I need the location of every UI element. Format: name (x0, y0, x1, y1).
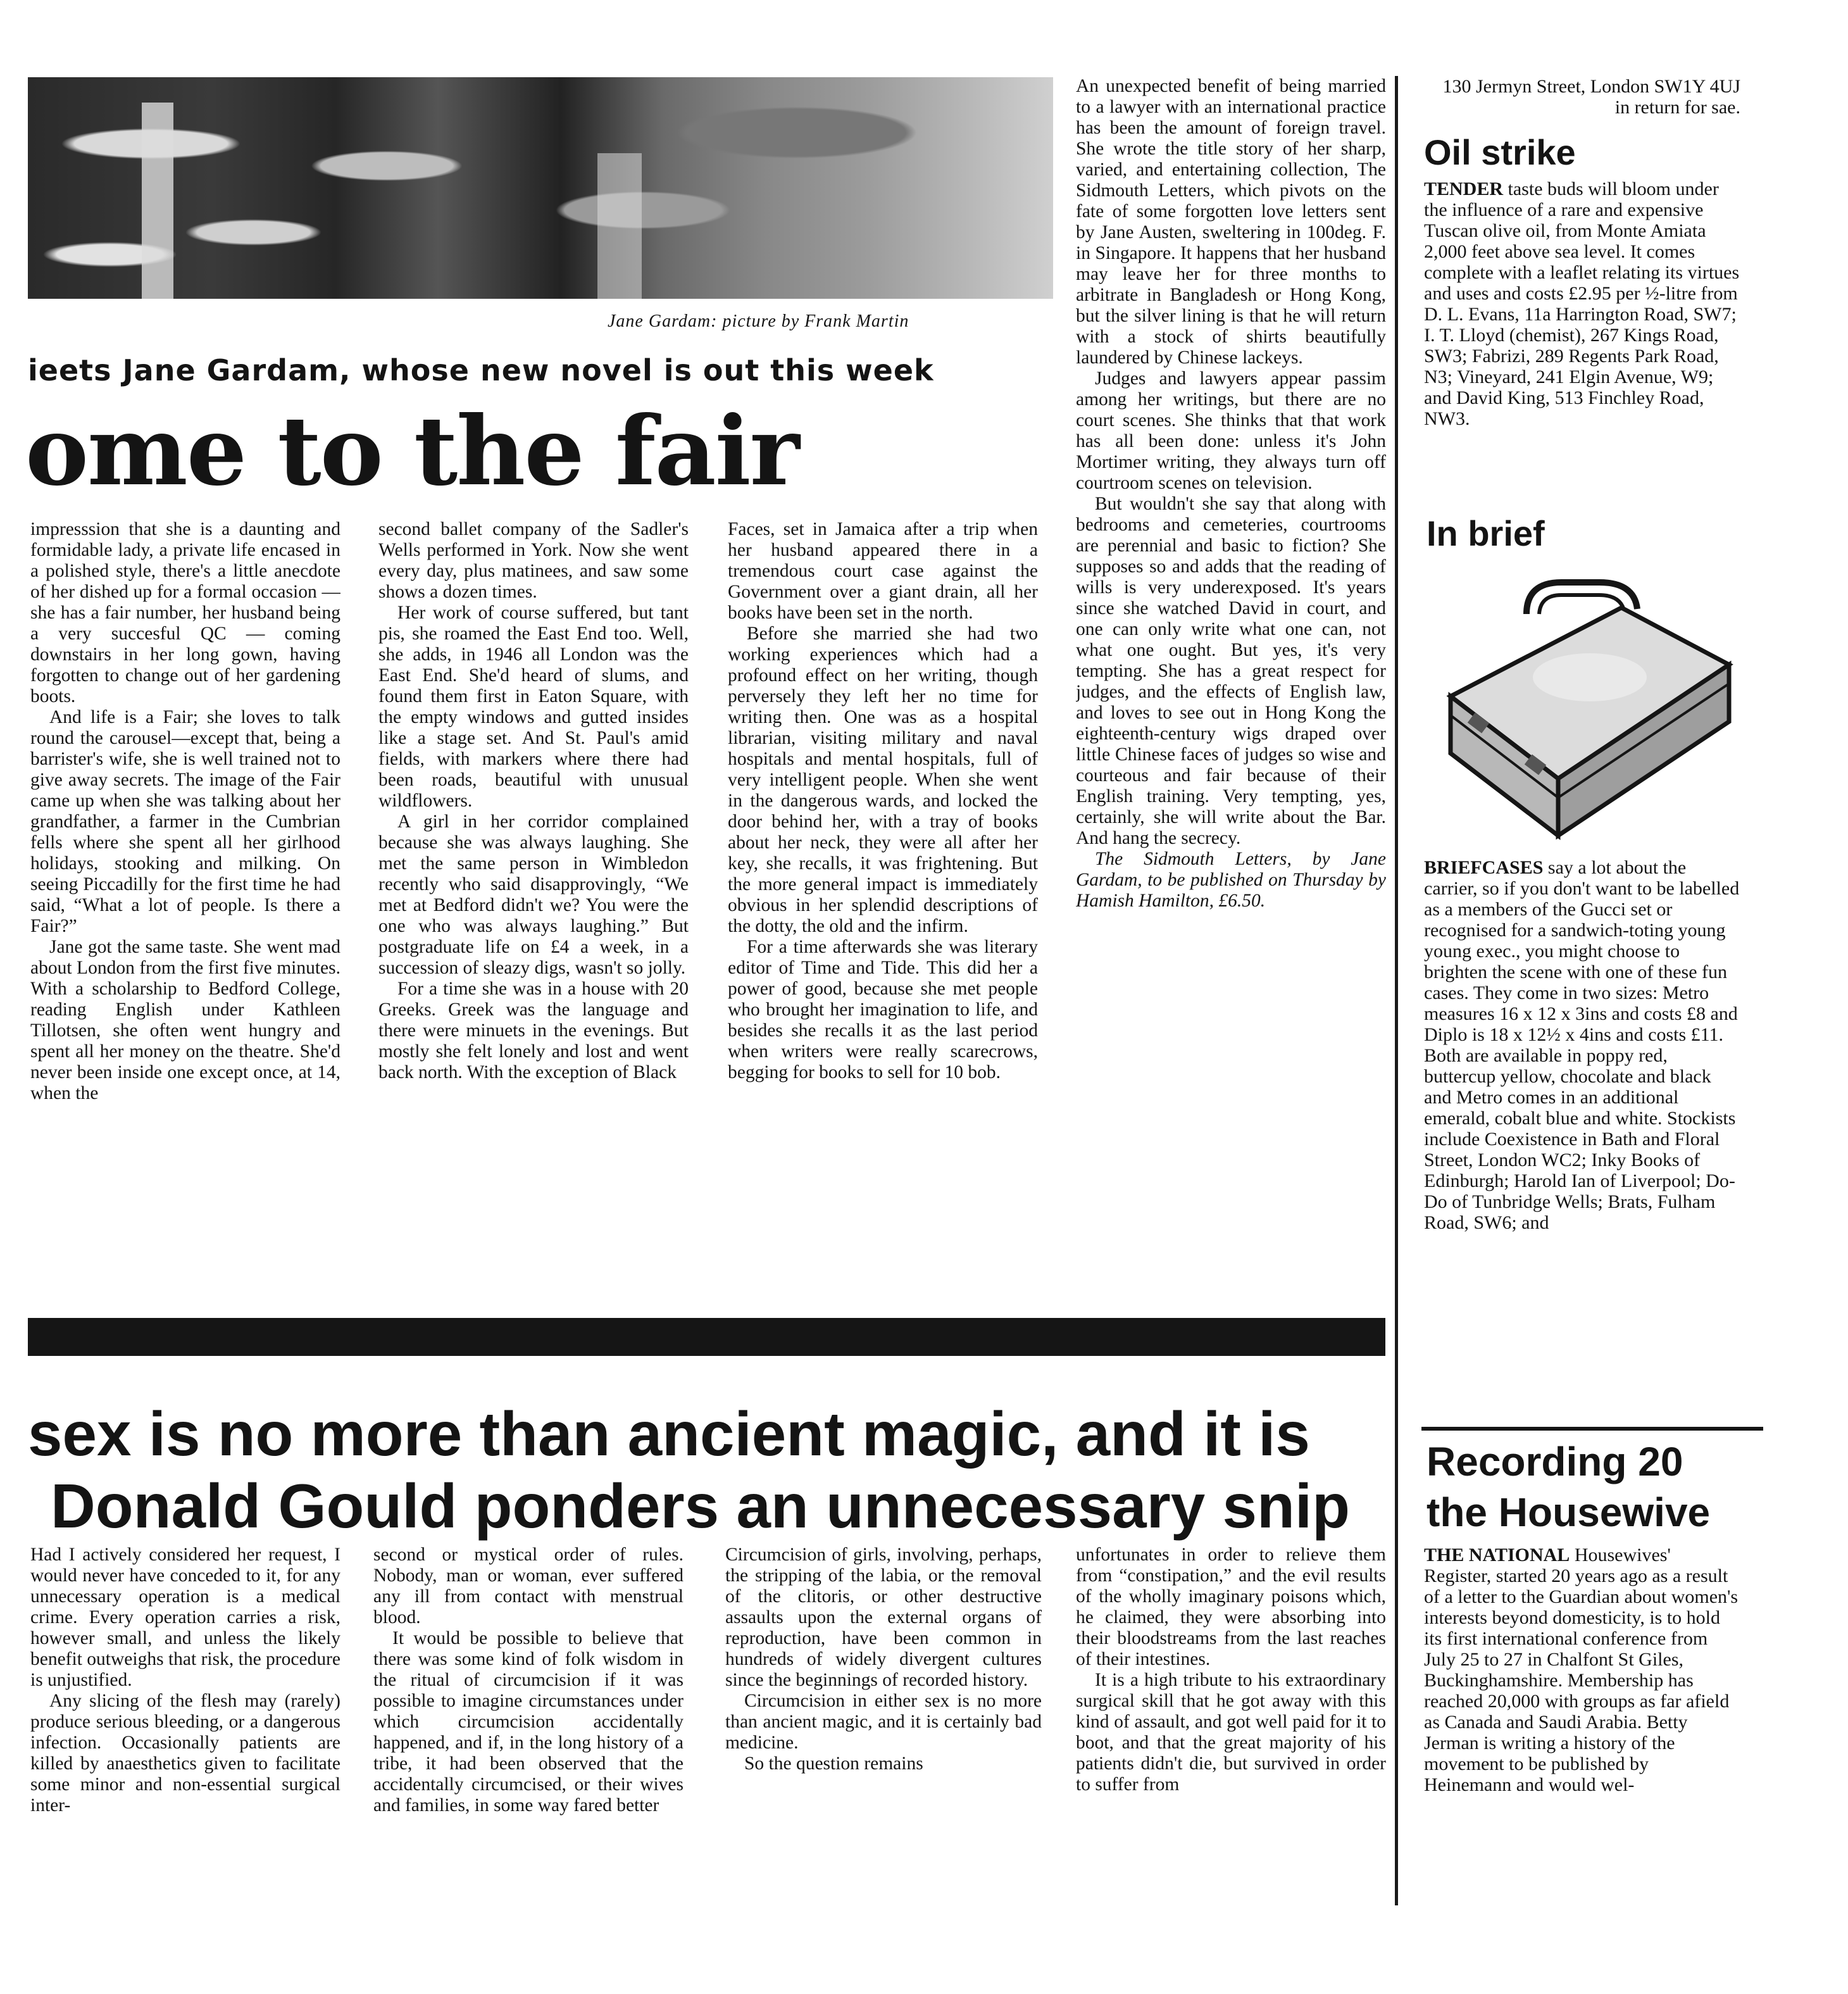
paragraph: For a time afterwards she was literary editor of Time and Tide. This did her a power of good, because she met people who brought her imagination to life, and besides she recalls it as the last period when writers were really scarecrows, begging for books to sell for 10 bob. (728, 937, 1038, 1082)
paragraph: A girl in her corridor complained because she was always laughing. She met the same person in Wimbledon recently who said disapprovingly, “We met at Bedford didn't we? You were the one who was always laughing.” But postgraduate life on £4 a week, in a succession of sleazy digs, wasn't so jolly. (378, 812, 689, 978)
paragraph: impresssion that she is a daunting and formidable lady, a private life encased in a polished style, there's a little anecdote of her dished up for a formal occasion — she has a fair number, her husband being a very succesful QC — coming downstairs in her long gown, having forgotten to change out of her gardening boots. (30, 519, 340, 706)
paragraph: It would be possible to believe that there was some kind of folk wisdom in the ritual of circumcision if it was possible to imagine circumstances under which circumcision accidentally happened, and if, in the long history of a tribe, it had been observed that the accidentally circumcised, or their wives and families, in some way fared better (373, 1628, 684, 1815)
paragraph: unfortunates in order to relieve them from “constipation,” and the evil results of the wholly imaginary poisons which, he claimed, they were absorbing into their bloodstreams from the last reaches of their intestines. (1076, 1545, 1386, 1669)
paragraph: An unexpected benefit of being married to a lawyer with an international practice has been the amount of foreign travel. She wrote the title story of her sharp, varied, and entertaining collection, The Sidmouth Letters, which pivots on the fate of some forgotten love letters sent by Jane Austen, sweltering in 100deg. F. in Singapore. It happens that her husband may leave her for three months to arbitrate in Bangladesh or Hong Kong, but the silver lining is that he will return with a stock of shirts beautifully laundered by Chinese lackeys. (1076, 76, 1386, 368)
oil-strike-text (1424, 179, 1740, 508)
second-headline-line-2: Donald Gould ponders an unnecessary snip (51, 1471, 1350, 1541)
book-credit: The Sidmouth Letters, by Jane Gardam, to be published on Thursday by Hamish Hamilton, £6.50. (1076, 849, 1386, 911)
body-text: say a lot about the carrier, so if you don't want to be labelled as a members of the Gucci set or recognised for a sandwich-toting young young exec., you might choose to brighten the scene with one of these fun cases. They come in two sizes: Metro measures 16 x 12 x 3ins and costs £8 and Diplo is 18 x 12½ x 4ins and costs £11. Both are available in poppy red, buttercup yellow, chocolate and black and Metro comes in an additional emerald, cobalt blue and white. Stockists include Coexistence in Bath and Floral Street, London WC2; Inky Books of Edinburgh; Harold Ian of Liverpool; Do-Do of Tunbridge Wells; Brats, Fulham Road, SW6; and (1424, 857, 1740, 1233)
second-article-column-2 (373, 1545, 684, 1899)
article-strapline: ieets Jane Gardam, whose new novel is out this week (28, 353, 934, 387)
paragraph: It is a high tribute to his extraordinary surgical skill that he got away with this kind of assault, and got well paid for it to boot, and that the great majority of his patients didn't die, but survived in order to suffer from (1076, 1670, 1386, 1795)
body-text: taste buds will bloom under the influence of a rare and expensive Tuscan olive oil, from Monte Amiata 2,000 feet above sea level. It comes complete with a leaflet relating its virtues and uses and costs £2.95 per ½-litre from D. L. Evans, 11a Harrington Road, SW7; I. T. Lloyd (chemist), 267 Kings Road, SW3; Fabrizi, 289 Regents Park Road, N3; Vineyard, 241 Elgin Avenue, W9; and David King, 513 Finchley Road, NW3. (1424, 179, 1740, 429)
paragraph: Jane got the same taste. She went mad about London from the first five minutes. With a scholarship to Bedford College, reading English under Kathleen Tillotsen, she often went hungry and spent all her money on the theatre. She'd never been inside one except once, at 14, when the (30, 937, 340, 1103)
photo-caption: Jane Gardam: picture by Frank Martin (608, 311, 909, 331)
article-photo (28, 77, 1053, 299)
lead-word: BRIEFCASES (1424, 857, 1544, 878)
photo-detail (597, 153, 642, 299)
lead-word: TENDER (1424, 179, 1504, 199)
second-article-column-4 (1076, 1545, 1386, 1899)
in-brief-text (1424, 857, 1740, 1401)
paragraph: Before she married she had two working experiences which had a profound effect on her writing, though perversely they left her no time for writing then. One was as a hospital librarian, visiting military and naval hospitals and mental hospitals, full of very intelligent people. When she went in the dangerous wards, and locked the door behind her, with a tray of books about her neck, they were all after her key, she recalls, it was frightening. But the more general impact is immediately obvious in her splendid descriptions of the dotty, the old and the infirm. (728, 624, 1038, 936)
paragraph: Her work of course suffered, but tant pis, she roamed the East End too. Well, she adds, in 1946 all London was the East End. She'd heard of slums, and found them first in Eaton Square, with the empty windows and gutted insides like a stage set. And St. Paul's amid fields, with markers where there had been roads, beautiful with unusual wildflowers. (378, 603, 689, 811)
sidebar-address (1424, 76, 1740, 133)
paragraph: So the question remains (744, 1753, 923, 1774)
oil-strike-heading: Oil strike (1424, 132, 1576, 172)
article-column-4 (1076, 76, 1386, 1310)
sidebar-rule (1421, 1427, 1763, 1431)
briefcase-icon (1432, 570, 1735, 848)
recording-heading-line-2: the Housewive (1427, 1489, 1711, 1535)
paragraph: second or mystical order of rules. Nobody, man or woman, ever suffered any ill from contact with menstrual blood. (373, 1545, 684, 1627)
paragraph: Circumcision of girls, involving, perhaps, the stripping of the labia, or the removal of the clitoris, or other destructive assaults upon the external organs of reproduction, have been common in hundreds of widely divergent cultures since the beginnings of recorded history. (725, 1545, 1042, 1690)
paragraph: Circumcision in either sex is no more than ancient magic, and it is certainly bad medicine. (725, 1691, 1042, 1753)
recording-text (1424, 1545, 1740, 1899)
article-headline: ome to the fair (25, 396, 799, 507)
paragraph: Had I actively considered her request, I would never have conceded to it, for any unnecessary operation is a medical crime. Every operation carries a risk, however small, and unless the likely benefit outweighs that risk, the procedure is unjustified. (30, 1545, 340, 1690)
section-divider (28, 1318, 1385, 1356)
paragraph: For a time she was in a house with 20 Greeks. Greek was the language and there were minuets in the evenings. But mostly she felt lonely and lost and went back north. With the exception of Black (378, 979, 689, 1082)
paragraph: And life is a Fair; she loves to talk round the carousel—except that, being a barrister's wife, she is well trained not to give away secrets. The image of the Fair came up when she was talking about her grandfather, a farmer in the Cumbrian fells where she spent all her girlhood holidays, stooking and milking. On seeing Piccadilly for the first time he had said, “What a lot of people. Is there a Fair?” (30, 707, 340, 936)
address-text: 130 Jermyn Street, London SW1Y 4UJ in return for sae. (1442, 76, 1740, 118)
body-text: Housewives' Register, started 20 years ago as a result of a letter to the Guardian about women's interests beyond domesticity, is to hold its first international conference from July 25 to 27 in Chalfont St Giles, Buckinghamshire. Membership has reached 20,000 with groups as far afield as Canada and Saudi Arabia. Betty Jerman is writing a history of the movement to be published by Heinemann and would wel- (1424, 1545, 1739, 1795)
paragraph: But wouldn't she say that along with bedrooms and cemeteries, courtrooms are perennial and basic to fiction? She supposes so and adds that the reading of wills is very underexposed. It's years since she watched David in court, and one can only write what one can, not what one ought. But yes, it's very tempting. She has a great respect for judges, and the effects of English law, and loves to see out in Hong Kong the eighteenth-century wigs draped over little Chinese faces of judges so wise and courteous and fair because of their English training. Very tempting, yes, certainly, she will write about the Bar. And hang the secrecy. (1076, 494, 1386, 848)
article-column-2 (378, 519, 689, 1304)
article-column-1 (30, 519, 340, 1304)
article-column-3 (728, 519, 1038, 1304)
recording-heading-line-1: Recording 20 (1427, 1439, 1683, 1484)
lead-word: THE NATIONAL (1424, 1545, 1570, 1565)
second-article-column-1 (30, 1545, 340, 1899)
paragraph: second ballet company of the Sadler's Wells performed in York. Now she went every day, plus matinees, and saw some shows a dozen times. (378, 519, 689, 602)
paragraph: Faces, set in Jamaica after a trip when her husband appeared there in a tremendous court case against the Government over a giant drain, all her books have been set in the north. (728, 519, 1038, 623)
in-brief-heading: In brief (1427, 513, 1545, 553)
second-headline-line-1: sex is no more than ancient magic, and it is (28, 1399, 1310, 1469)
second-article-column-3 (725, 1545, 1042, 1899)
photo-detail (142, 103, 173, 299)
column-rule (1395, 76, 1398, 1905)
paragraph: Any slicing of the flesh may (rarely) produce serious bleeding, or a dangerous infection. Occasionally patients are killed by anaesthetics given to facilitate some minor and non-essential surgical inter- (30, 1691, 340, 1815)
paragraph: Judges and lawyers appear passim among her writings, but there are no court scenes. She thinks that that work has all been done: unless it's John Mortimer writing, they always turn off courtroom scenes on television. (1076, 368, 1386, 493)
